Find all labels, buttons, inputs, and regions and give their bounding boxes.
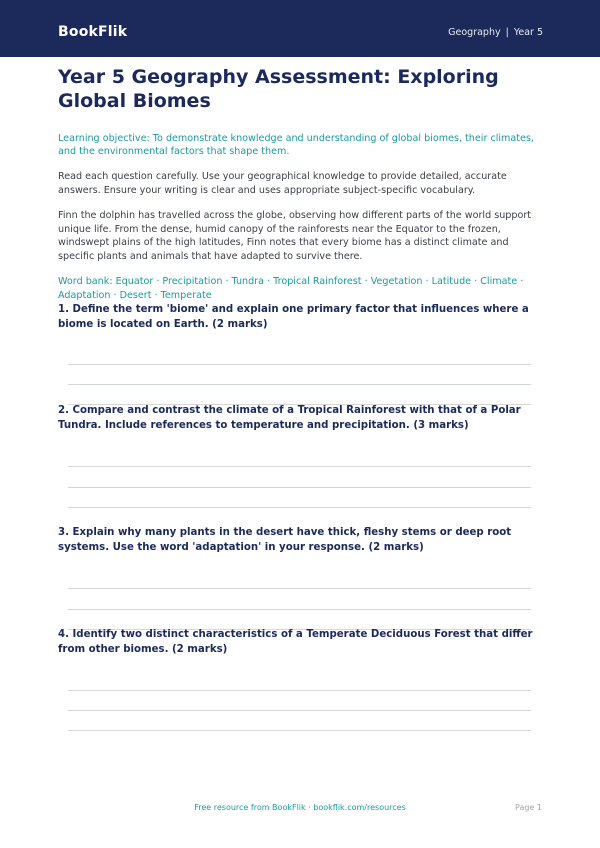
intro-section [58,65,544,302]
question-text: 2. Compare and contrast the climate of a Tropical Rainforest with that of a Polar Tundra. Include references to temperature and precipitation. (3 marks) [58,405,521,431]
answer-line[interactable] [68,609,531,610]
question-text: 3. Explain why many plants in the desert have thick, fleshy stems or deep root systems. Use the word 'adaptation' in your response. (2 marks) [58,527,512,553]
brand-logo[interactable]: BookFlik [58,24,128,40]
question-3 [58,526,548,555]
story-text: Finn the dolphin has travelled across the globe, observing how different parts of the world support unique life. From the dense, humid canopy of the rainforests near the Equator to the frozen, windswept plains of the high latitudes, Finn notes that every biome has a distinct climate and specific plants and animals that have adapted to survive there. [58,210,532,262]
breadcrumb-year: Year 5 [513,27,543,38]
page-header [0,0,600,57]
page-title: Year 5 Geography Assessment: Exploring Global Biomes [58,66,499,112]
footer-resource-link[interactable]: Free resource from BookFlik · bookflik.com/resources [194,803,406,812]
question-text: 1. Define the term 'biome' and explain one primary factor that influences where a biome is located on Earth. (2 marks) [58,304,529,330]
page-number: Page 1 [515,803,542,812]
answer-line[interactable] [68,507,531,508]
answer-line[interactable] [68,710,531,711]
instructions-text: Read each question carefully. Use your geographical knowledge to provide detailed, accurate answers. Ensure your writing is clear and uses appropriate subject-specific vocabulary. [58,171,507,196]
question-1 [58,303,548,332]
breadcrumb-subject: Geography [448,27,501,38]
question-4 [58,628,548,657]
answer-line[interactable] [68,384,531,385]
question-2 [58,404,548,433]
answer-line[interactable] [68,690,531,691]
breadcrumb [448,27,543,39]
breadcrumb-separator: | [505,27,509,38]
answer-line[interactable] [68,588,531,589]
answer-line[interactable] [68,466,531,467]
question-text: 4. Identify two distinct characteristics of a Temperate Deciduous Forest that differ from other biomes. (2 marks) [58,629,533,655]
answer-line[interactable] [68,487,531,488]
word-bank: Word bank: Equator · Precipitation · Tundra · Tropical Rainforest · Vegetation · Latitude · Climate · Adaptation · Desert · Temperate [58,276,524,301]
answer-line[interactable] [68,730,531,731]
answer-line[interactable] [68,364,531,365]
learning-objective: Learning objective: To demonstrate knowledge and understanding of global biomes, their climates, and the environmental factors that shape them. [58,133,534,157]
